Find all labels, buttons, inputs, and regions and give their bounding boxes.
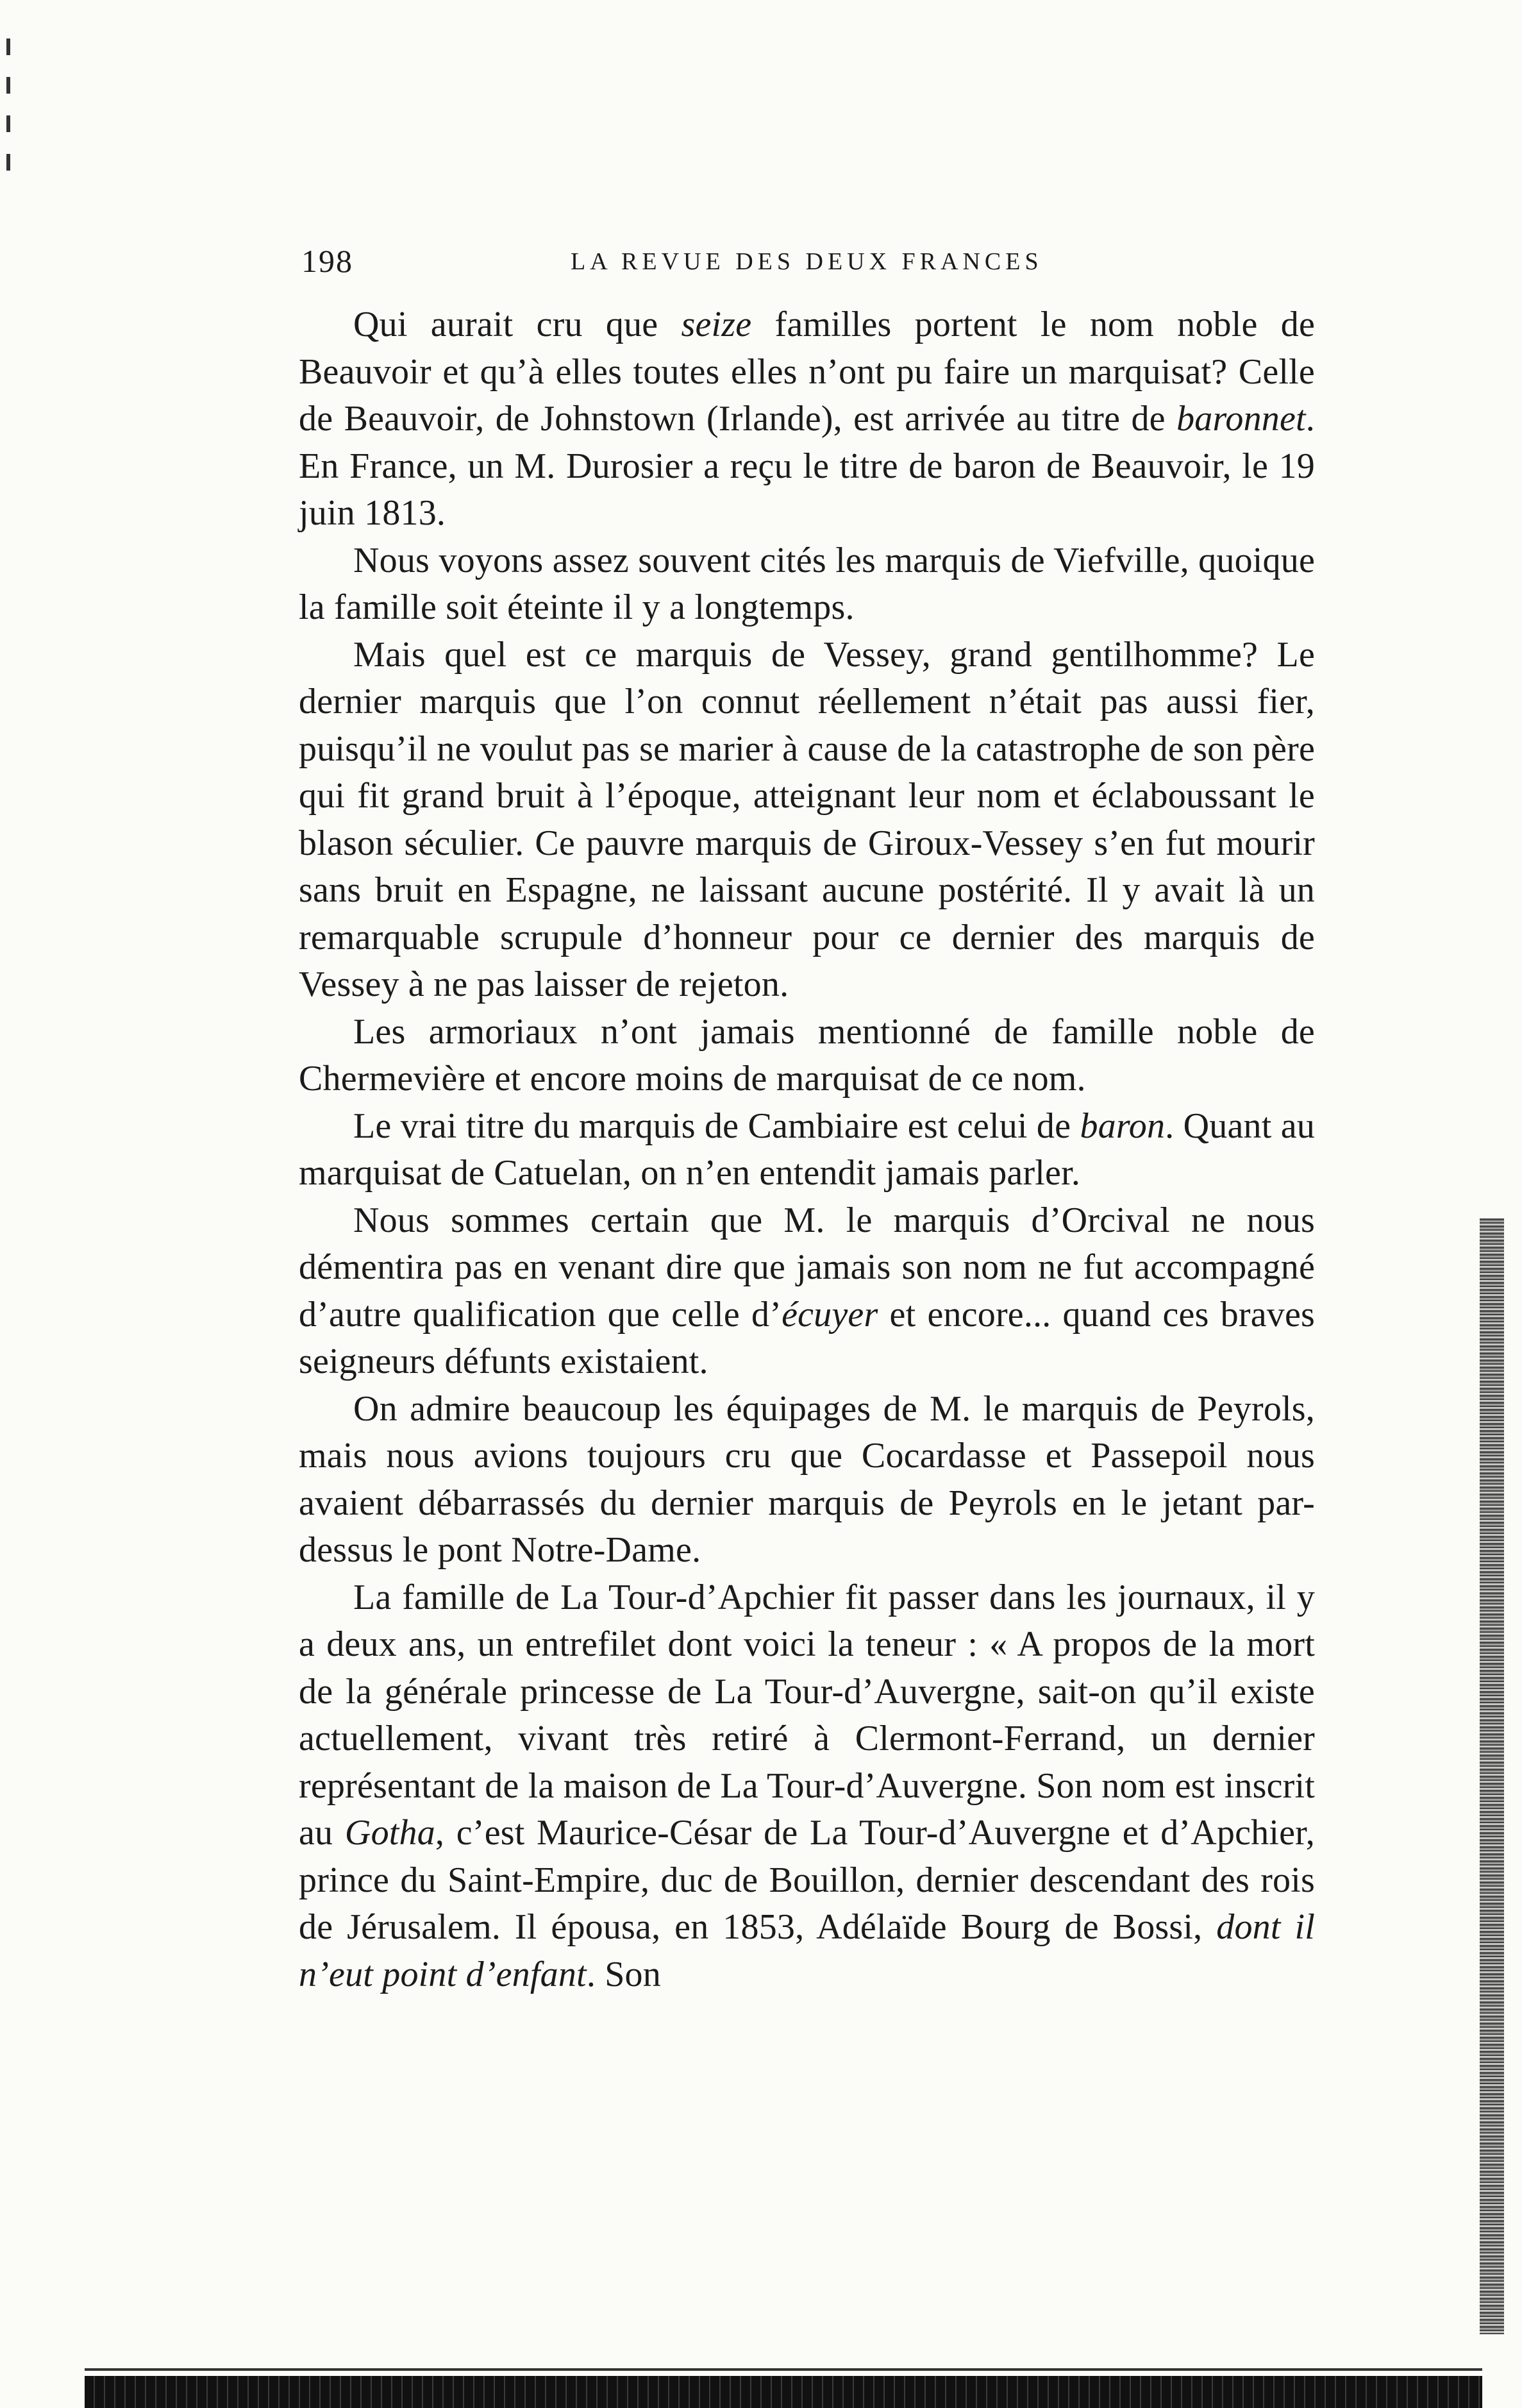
text-run: . Quant au marquisat de Catuelan, on n’en entendit jamais parler. xyxy=(299,1106,1315,1193)
italic-term: seize xyxy=(681,305,752,344)
paragraph-cambiaire xyxy=(299,1103,1315,1197)
text-run: Nous sommes certain que M. le marquis d’Orcival ne nous démentira pas en venant dire que jamais son nom ne fut accompagné d’autre qualification que celle d’ xyxy=(299,1200,1315,1335)
paragraph-vessey xyxy=(299,632,1315,1009)
text-run: La famille de La Tour-d’Apchier fit passer dans les journaux, il y a deux ans, un entrefilet dont voici la teneur : « A propos de la mort de la générale princesse de La Tour-d’Auvergne, sait-on qu’il existe actuellement, vivant très retiré à Clermont-Ferrand, un dernier représentant de la maison de La Tour-d’Auvergne. Son nom est inscrit au xyxy=(299,1577,1315,1853)
scan-binding-edge xyxy=(1480,1218,1504,2334)
italic-term: baronnet xyxy=(1176,399,1306,439)
text-run: Qui aurait cru que xyxy=(353,305,682,344)
text-run: Le vrai titre du marquis de Cambiaire est celui de xyxy=(353,1106,1080,1146)
text-run: . En France, un M. Durosier a reçu le titre de baron de Beauvoir, le 19 juin 1813. xyxy=(299,399,1315,533)
text-run: On admire beaucoup les équipages de M. le marquis de Peyrols, mais nous avions toujours cru que Cocardasse et Passepoil nous avaient débarrassés du dernier marquis de Peyrols en le jetant par-dessus le pont Notre-Dame. xyxy=(299,1388,1315,1570)
paragraph-peyrols xyxy=(299,1386,1315,1574)
paragraph-la-tour-apchier xyxy=(299,1574,1315,1999)
text-run: Nous voyons assez souvent cités les marquis de Viefville, quoique la famille soit éteinte il y a longtemps. xyxy=(299,540,1315,627)
scan-bottom-rule xyxy=(85,2368,1482,2371)
scan-edge-marks xyxy=(6,38,10,192)
page-number: 198 xyxy=(301,243,353,279)
text-run: , c’est Maurice-César de La Tour-d’Auvergne et d’Apchier, prince du Saint-Empire, duc de Bouillon, dernier descendant des rois de Jérusalem. Il épousa, en 1853, Adélaïde Bourg de Bossi, xyxy=(299,1813,1315,1947)
text-run: . Son xyxy=(586,1954,661,1994)
italic-term: dont il n’eut point d’enfant xyxy=(299,1907,1315,1994)
paragraph-beauvoir xyxy=(299,301,1315,537)
scan-bottom-band xyxy=(85,2376,1482,2408)
text-run: Les armoriaux n’ont jamais mentionné de famille noble de Chermevière et encore moins de marquisat de ce nom. xyxy=(299,1011,1315,1099)
page-header xyxy=(301,242,1327,287)
running-title: LA REVUE DES DEUX FRANCES xyxy=(571,248,1043,275)
italic-term: Gotha xyxy=(344,1813,435,1853)
text-run: familles portent le nom noble de Beauvoir et qu’à elles toutes elles n’ont pu faire un marquisat? Celle de Beauvoir, de Johnstown (Irlande), est arrivée au titre de xyxy=(299,305,1315,439)
paragraph-orcival xyxy=(299,1197,1315,1386)
text-body xyxy=(299,301,1315,1998)
italic-term: écuyer xyxy=(782,1294,878,1335)
text-run: et encore... quand ces braves seigneurs défunts existaient. xyxy=(299,1294,1315,1381)
italic-term: baron xyxy=(1080,1106,1166,1146)
text-run: Mais quel est ce marquis de Vessey, grand gentilhomme? Le dernier marquis que l’on connut réellement n’était pas aussi fier, puisqu’il ne voulut pas se marier à cause de la catastrophe de son père qui fit grand bruit à l’époque, atteignant leur nom et éclaboussant le blason séculier. Ce pauvre marquis de Giroux-Vessey s’en fut mourir sans bruit en Espagne, ne laissant aucune postérité. Il y avait là un remarquable scrupule d’honneur pour ce dernier des marquis de Vessey à ne pas laisser de rejeton. xyxy=(299,634,1315,1004)
paragraph-viefville xyxy=(299,537,1315,632)
paragraph-chermeviere xyxy=(299,1009,1315,1103)
